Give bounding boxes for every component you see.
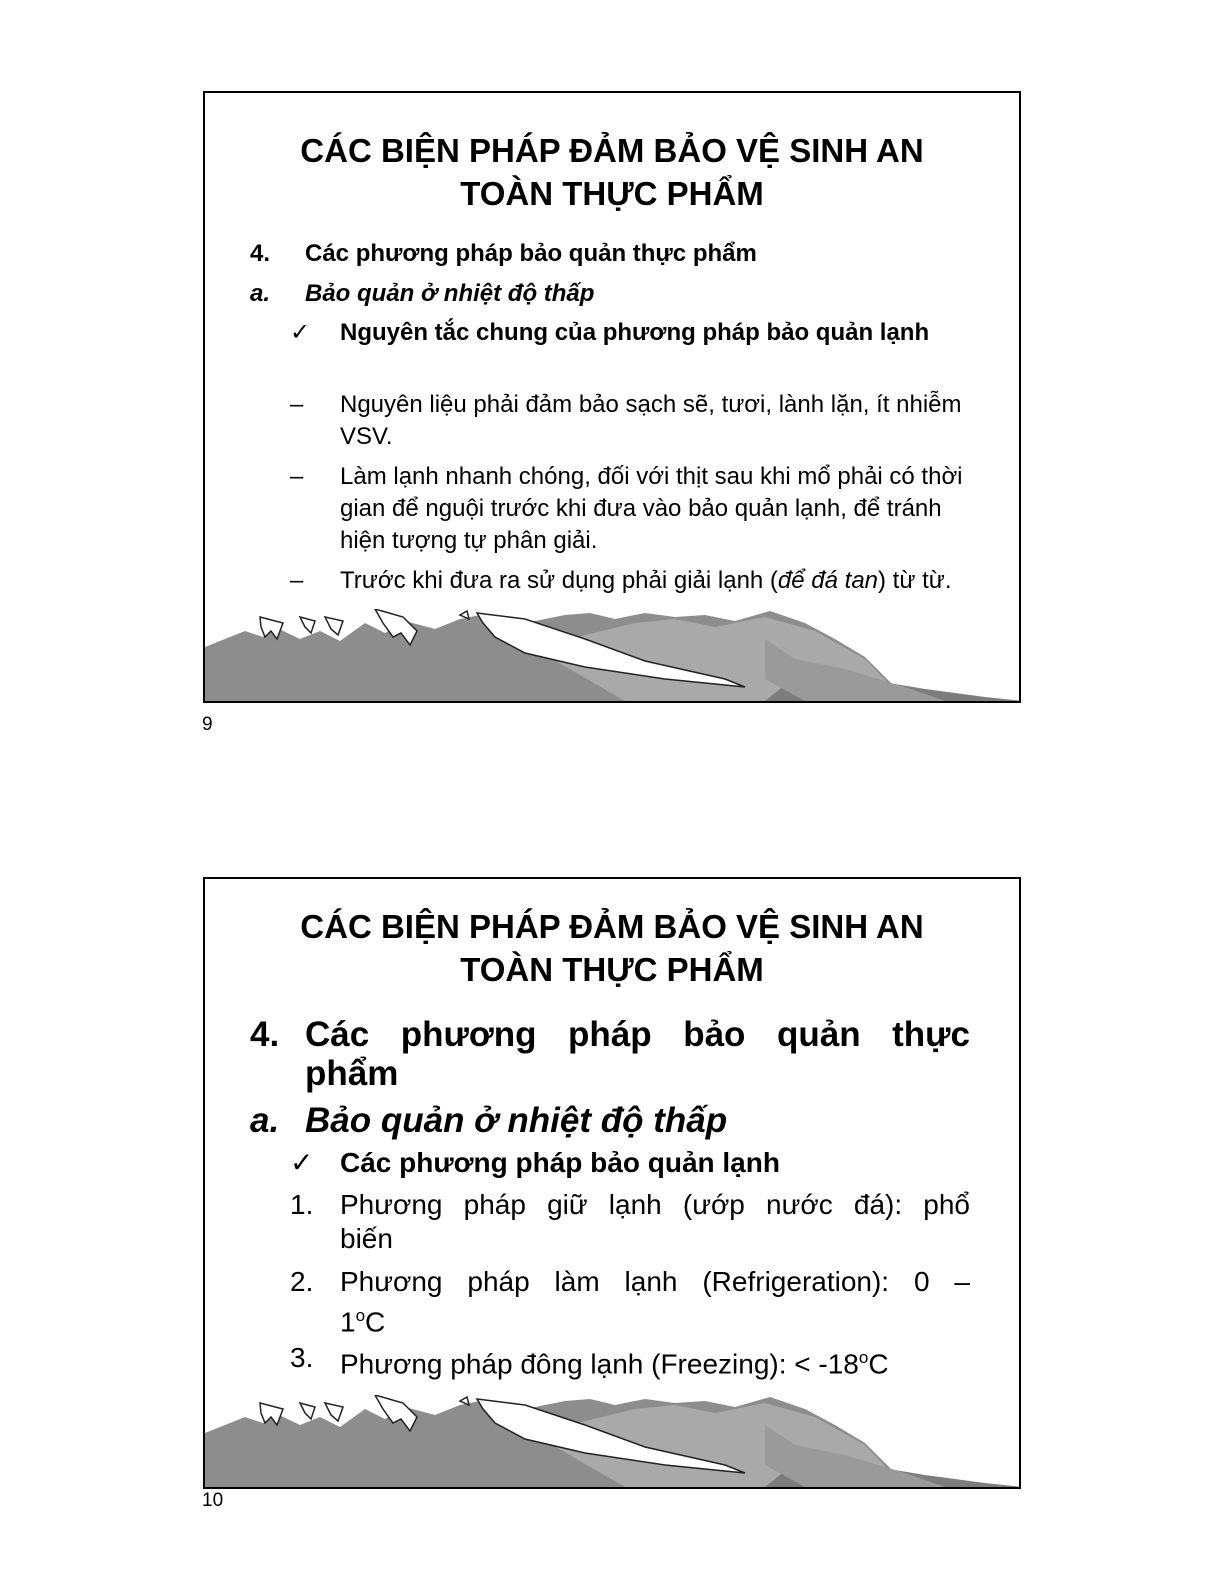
numbered-item <box>290 1341 970 1381</box>
slide-10 <box>203 877 1021 1489</box>
numbered-text: Phương pháp đông lạnh (Freezing): < $-18^oC$ <box>340 1348 889 1380</box>
numbered-item <box>290 1265 970 1339</box>
check-item-text: Các phương pháp bảo quản lạnh <box>340 1147 780 1178</box>
title-line-1: CÁC BIỆN PHÁP ĐẢM BẢO VỆ SINH AN <box>300 132 924 169</box>
page-number: 10 <box>202 1490 224 1511</box>
number-marker: 2. <box>290 1266 314 1297</box>
slide-title <box>235 905 989 991</box>
page-number: 9 <box>202 714 213 735</box>
section-heading <box>250 1015 970 1093</box>
bullet-text: Nguyên liệu phải đảm bảo sạch sẽ, tươi, lành lặn, ít nhiễm VSV. <box>340 391 962 450</box>
title-line-2: TOÀN THỰC PHẨM <box>460 175 764 212</box>
list-item <box>290 565 973 597</box>
check-item-text: Nguyên tắc chung của phương pháp bảo quản lạnh <box>340 319 930 346</box>
list-marker: a. <box>250 280 271 307</box>
heading-text: Các phương pháp bảo quản thực phẩm <box>305 240 757 267</box>
list-marker: 4. <box>250 240 271 267</box>
check-item <box>290 317 973 349</box>
list-marker: a. <box>250 1101 280 1140</box>
slide-9 <box>203 91 1021 703</box>
subsection-heading <box>250 278 990 310</box>
numbered-item <box>290 1188 970 1256</box>
heading-text: Các phương pháp bảo quản thực phẩm <box>305 1015 970 1093</box>
check-item <box>290 1146 970 1180</box>
mountain-scenery <box>205 609 1021 701</box>
mountain-scenery <box>205 1395 1021 1487</box>
dash-bullet: – <box>290 391 304 418</box>
bullet-text: Làm lạnh nhanh chóng, đối với thịt sau khi mổ phải có thời gian để nguội trước khi đưa vào bảo quản lạnh, để tránh hiện tượng tự phân giải. <box>340 463 963 554</box>
title-line-2: TOÀN THỰC PHẨM <box>460 951 764 988</box>
checkmark-icon: ✓ <box>290 319 311 346</box>
list-item <box>290 389 973 453</box>
bullet-text: Trước khi đưa ra sử dụng phải giải lạnh (để đá tan) từ từ. <box>340 567 952 594</box>
subheading-text: Bảo quản ở nhiệt độ thấp <box>305 1101 728 1140</box>
numbered-text: Phương pháp làm lạnh (Refrigeration): 0 – 1$^o$C <box>340 1266 970 1338</box>
number-marker: 3. <box>290 1342 314 1373</box>
section-heading <box>250 238 990 270</box>
list-item <box>290 461 973 557</box>
slide-title <box>235 129 989 215</box>
dash-bullet: – <box>290 567 304 594</box>
numbered-text: Phương pháp giữ lạnh (ướp nước đá): phổ biến <box>340 1189 970 1254</box>
checkmark-icon: ✓ <box>290 1147 314 1178</box>
title-line-1: CÁC BIỆN PHÁP ĐẢM BẢO VỆ SINH AN <box>300 908 924 945</box>
subheading-text: Bảo quản ở nhiệt độ thấp <box>305 280 595 307</box>
dash-bullet: – <box>290 463 304 490</box>
list-marker: 4. <box>250 1015 280 1054</box>
subsection-heading <box>250 1100 970 1142</box>
number-marker: 1. <box>290 1189 314 1220</box>
